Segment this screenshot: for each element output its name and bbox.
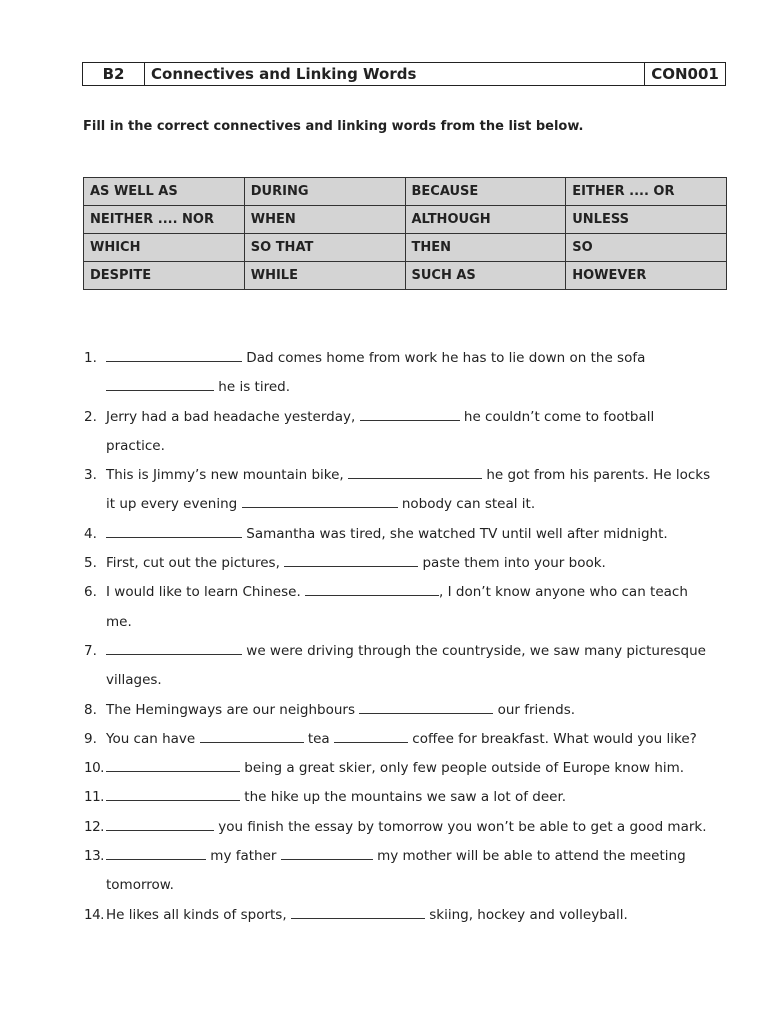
answer-blank[interactable] bbox=[359, 699, 493, 714]
question-number: 14. bbox=[84, 906, 104, 923]
question-text: the hike up the mountains we saw a lot of deer. bbox=[244, 789, 567, 806]
question-text: he couldn’t come to football bbox=[463, 408, 655, 425]
word-cell: ALTHOUGH bbox=[405, 206, 566, 234]
question-10 bbox=[84, 754, 744, 783]
question-text: The Hemingways are our neighbours bbox=[106, 701, 355, 718]
question-text: we were driving through the countryside, we saw many picturesque bbox=[246, 642, 706, 659]
question-text: my father bbox=[210, 848, 277, 865]
question-text: Dad comes home from work he has to lie down on the sofa bbox=[246, 350, 646, 366]
answer-blank[interactable] bbox=[106, 523, 242, 538]
question-text: nobody can steal it. bbox=[401, 496, 536, 513]
question-4 bbox=[84, 520, 744, 549]
question-2 bbox=[84, 403, 744, 462]
question-7 bbox=[84, 637, 744, 696]
question-number: 11. bbox=[84, 789, 104, 806]
word-row bbox=[84, 178, 727, 206]
word-cell: NEITHER .... NOR bbox=[84, 206, 245, 234]
answer-blank[interactable] bbox=[106, 786, 240, 801]
word-cell: WHILE bbox=[244, 262, 405, 290]
question-text: , I don’t know anyone who can teach bbox=[439, 584, 688, 601]
answer-blank[interactable] bbox=[281, 845, 373, 860]
worksheet-title: Connectives and Linking Words bbox=[151, 65, 417, 83]
answer-blank[interactable] bbox=[334, 728, 408, 743]
word-cell: BECAUSE bbox=[405, 178, 566, 206]
question-list bbox=[84, 344, 744, 930]
question-number: 8. bbox=[84, 701, 97, 718]
question-number: 7. bbox=[84, 642, 97, 659]
question-13 bbox=[84, 842, 744, 901]
answer-blank[interactable] bbox=[200, 728, 304, 743]
question-number: 9. bbox=[84, 730, 97, 747]
question-3 bbox=[84, 461, 744, 520]
question-number: 2. bbox=[84, 408, 97, 425]
level-label: B2 bbox=[83, 63, 145, 85]
answer-blank[interactable] bbox=[106, 816, 214, 831]
word-cell: THEN bbox=[405, 234, 566, 262]
question-text: paste them into your book. bbox=[422, 555, 606, 572]
word-cell: SO THAT bbox=[244, 234, 405, 262]
word-row bbox=[84, 206, 727, 234]
word-cell: DURING bbox=[244, 178, 405, 206]
question-number: 1. bbox=[84, 350, 97, 366]
word-row bbox=[84, 234, 727, 262]
word-cell: UNLESS bbox=[566, 206, 727, 234]
answer-blank[interactable] bbox=[305, 581, 439, 596]
question-9 bbox=[84, 725, 744, 754]
question-text: This is Jimmy’s new mountain bike, bbox=[106, 467, 344, 484]
question-text: me. bbox=[106, 613, 132, 630]
answer-blank[interactable] bbox=[106, 347, 242, 362]
answer-blank[interactable] bbox=[106, 845, 206, 860]
question-text: skiing, hockey and volleyball. bbox=[429, 906, 628, 923]
question-text: villages. bbox=[106, 672, 162, 689]
question-text: You can have bbox=[106, 730, 196, 747]
word-row bbox=[84, 262, 727, 290]
question-number: 12. bbox=[84, 818, 104, 835]
question-text: it up every evening bbox=[106, 496, 238, 513]
question-8 bbox=[84, 696, 744, 725]
answer-blank[interactable] bbox=[291, 904, 425, 919]
answer-blank[interactable] bbox=[360, 406, 460, 421]
question-text: he got from his parents. He locks bbox=[486, 467, 711, 484]
answer-blank[interactable] bbox=[106, 376, 214, 391]
question-number: 10. bbox=[84, 760, 104, 777]
question-text: my mother will be able to attend the meeting bbox=[377, 848, 686, 865]
question-text: Samantha was tired, she watched TV until well after midnight. bbox=[246, 525, 668, 542]
question-text: tea bbox=[307, 730, 330, 747]
answer-blank[interactable] bbox=[106, 757, 240, 772]
question-text: our friends. bbox=[497, 701, 576, 718]
question-text: coffee for breakfast. What would you like? bbox=[412, 730, 697, 747]
word-cell: AS WELL AS bbox=[84, 178, 245, 206]
worksheet-code: CON001 bbox=[644, 63, 725, 85]
answer-blank[interactable] bbox=[348, 464, 482, 479]
question-text: you finish the essay by tomorrow you won’t be able to get a good mark. bbox=[218, 818, 707, 835]
question-number: 4. bbox=[84, 525, 97, 542]
word-cell: WHEN bbox=[244, 206, 405, 234]
question-text: First, cut out the pictures, bbox=[106, 555, 280, 572]
word-cell: SUCH AS bbox=[405, 262, 566, 290]
answer-blank[interactable] bbox=[242, 493, 398, 508]
answer-blank[interactable] bbox=[106, 640, 242, 655]
question-text: practice. bbox=[106, 437, 165, 454]
question-14 bbox=[84, 901, 744, 930]
question-number: 5. bbox=[84, 555, 97, 572]
word-cell: HOWEVER bbox=[566, 262, 727, 290]
question-1 bbox=[84, 344, 744, 403]
question-6 bbox=[84, 578, 744, 637]
question-12 bbox=[84, 813, 744, 842]
question-11 bbox=[84, 783, 744, 812]
question-number: 13. bbox=[84, 848, 104, 865]
word-cell: WHICH bbox=[84, 234, 245, 262]
answer-blank[interactable] bbox=[284, 552, 418, 567]
word-cell: DESPITE bbox=[84, 262, 245, 290]
word-cell: SO bbox=[566, 234, 727, 262]
question-text: He likes all kinds of sports, bbox=[106, 906, 287, 923]
question-number: 6. bbox=[84, 584, 97, 601]
word-cell: EITHER .... OR bbox=[566, 178, 727, 206]
worksheet-header bbox=[82, 62, 726, 86]
question-5 bbox=[84, 549, 744, 578]
question-text: he is tired. bbox=[218, 379, 290, 396]
question-text: being a great skier, only few people outside of Europe know him. bbox=[244, 760, 685, 777]
question-number: 3. bbox=[84, 467, 97, 484]
word-list-table bbox=[83, 177, 727, 290]
question-text: tomorrow. bbox=[106, 877, 174, 894]
question-text: I would like to learn Chinese. bbox=[106, 584, 301, 601]
instruction-text: Fill in the correct connectives and linking words from the list below. bbox=[83, 119, 584, 134]
question-text: Jerry had a bad headache yesterday, bbox=[106, 408, 356, 425]
